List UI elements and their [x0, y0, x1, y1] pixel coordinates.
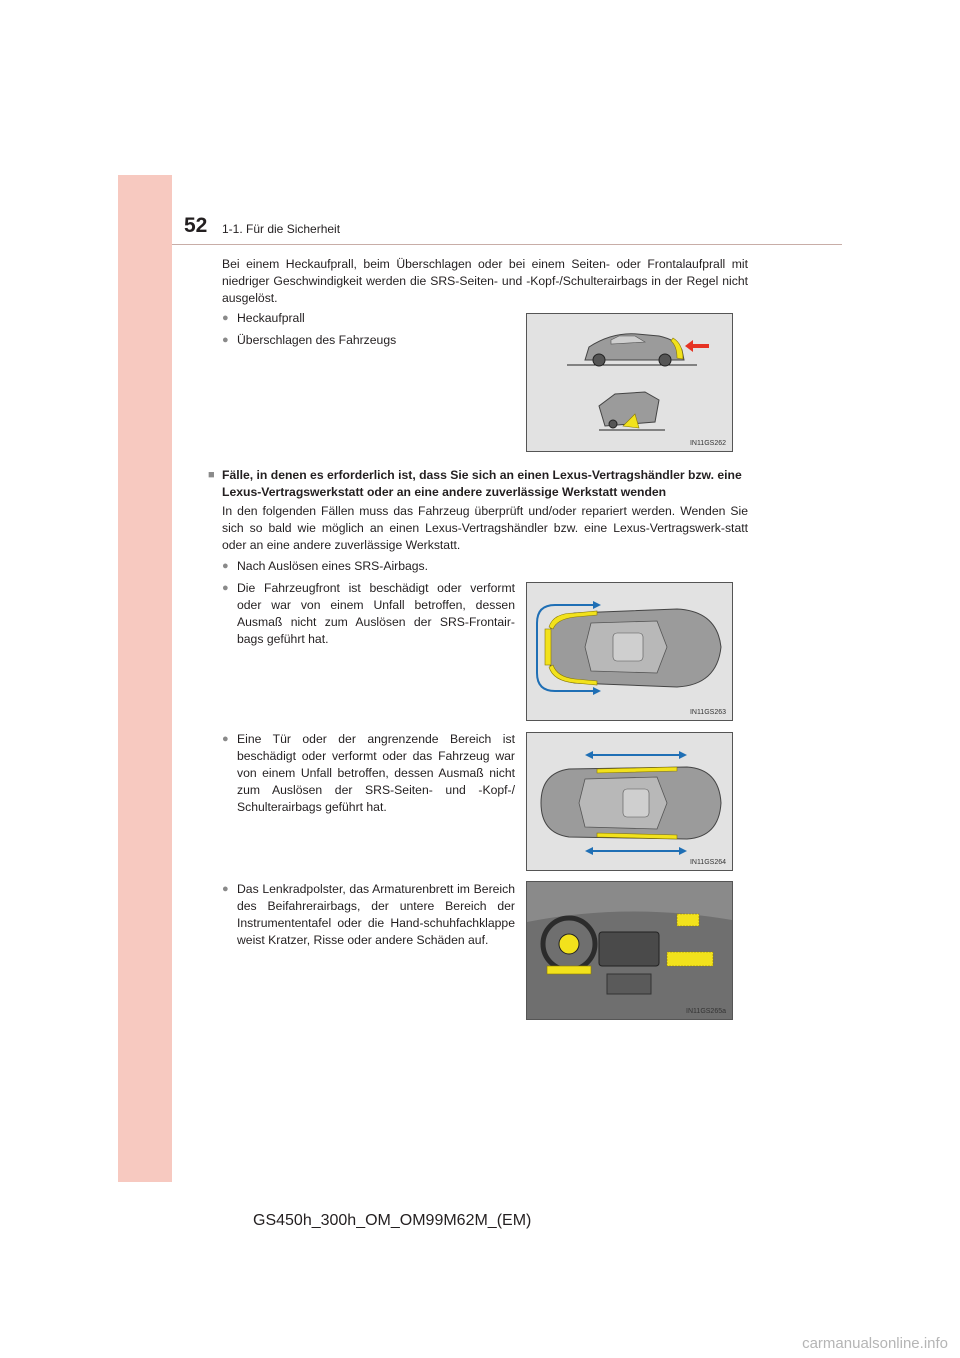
figure-rear-impact-rollover — [526, 313, 733, 452]
bullet-tuer: ● Eine Tür oder der angrenzende Bereich ist beschädigt oder verformt oder das Fahrzeug war von einem Unfall betroffen, dessen Ausmaß nicht zum Auslösen der SRS-Seiten- und -Kopf-/ Schulterairbags geführt hat. — [222, 731, 515, 816]
footer-document-code: GS450h_300h_OM_OM99M62M_(EM) — [253, 1212, 532, 1229]
watermark: carmanualsonline.info — [802, 1335, 948, 1352]
figure-code: IN11GS264 — [689, 859, 726, 866]
bullet-srs-ausgeloest: ● Nach Auslösen eines SRS-Airbags. — [222, 558, 428, 575]
figure-dashboard — [526, 881, 733, 1020]
header-rule — [172, 244, 842, 245]
figure-code: IN11GS262 — [689, 440, 726, 447]
bullet-lenkradpolster: ● Das Lenkradpolster, das Armaturenbrett im Bereich des Beifahrerairbags, der untere Bereich der Instrumententafel oder die Hand-schuhfachklappe weist Kratzer, Risse oder andere Schäden auf. — [222, 881, 515, 949]
figure-code: IN11GS265a — [686, 1008, 726, 1015]
bullet-ueberschlagen: ● Überschlagen des Fahrzeugs — [222, 332, 396, 349]
figure-side-damage — [526, 732, 733, 871]
figure-front-damage — [526, 582, 733, 721]
section-title: 1-1. Für die Sicherheit — [222, 222, 341, 236]
bullet-heckaufprall: ● Heckaufprall — [222, 310, 305, 327]
bullet-fahrzeugfront: ● Die Fahrzeugfront ist beschädigt oder verformt oder war von einem Unfall betroffen, dessen Ausmaß nicht zum Auslösen der SRS-Frontair-bags geführt hat. — [222, 580, 515, 648]
section-heading-werkstatt: ■ Fälle, in denen es erforderlich ist, dass Sie sich an einen Lexus-Vertragshändler bzw. eine Lexus-Vertragswerkstatt oder an eine andere zuverlässige Werkstatt wenden — [208, 467, 762, 501]
section-body: In den folgenden Fällen muss das Fahrzeug überprüft und/oder repariert werden. Wenden Sie sich so bald wie möglich an einen Lexus-Vertragshändler bzw. eine Lexus-Vertragswerk-statt oder an eine andere zuverlässige Werkstatt. — [222, 504, 748, 552]
side-color-band — [118, 175, 172, 1182]
intro-paragraph: Bei einem Heckaufprall, beim Überschlagen oder bei einem Seiten- oder Frontalaufprall mit niedriger Geschwindigkeit werden die SRS-Seiten- und -Kopf-/Schulterairbags in der Regel nicht ausgelöst. — [222, 257, 748, 305]
figure-code: IN11GS263 — [689, 709, 726, 716]
page-number: 52 — [184, 214, 208, 237]
